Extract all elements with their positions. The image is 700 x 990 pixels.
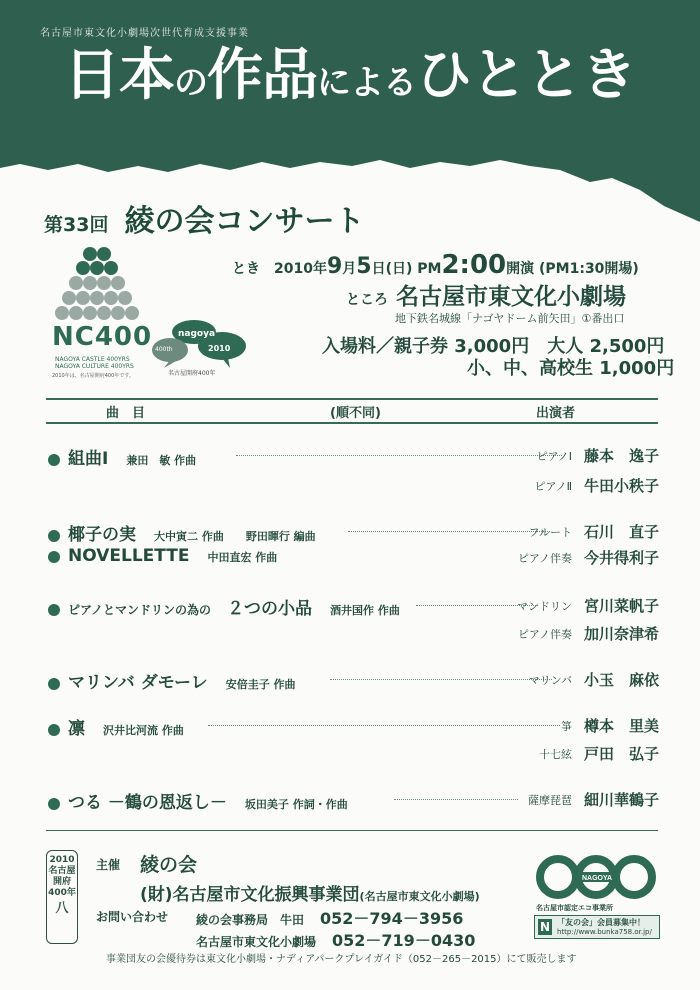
nc400-line1: NAGOYA CASTLE 400YRS (55, 356, 130, 363)
bullet-icon (48, 604, 60, 616)
performer-name: 石川 直子 (584, 523, 660, 541)
program-item (48, 594, 660, 618)
piece-composer: 酒井国作 作曲 (330, 604, 400, 617)
piece-title: 組曲Ⅰ (68, 449, 109, 469)
performer-instrument: マンドリン (517, 600, 572, 613)
fee-line-2: 小、中、高校生 1,000円 (467, 358, 675, 379)
program-item (48, 546, 660, 570)
date-mid: 月 (342, 261, 357, 277)
title-part: ひととき (416, 43, 636, 108)
stamp-line: 2010 (49, 855, 75, 865)
contact-2 (196, 928, 475, 951)
col-title: 曲 目 (106, 406, 146, 421)
performer-name: 加川奈津希 (584, 625, 660, 643)
event-venue (346, 278, 626, 311)
venue-name: 名古屋市東文化小劇場 (396, 284, 626, 310)
tomo-icon: N (539, 920, 551, 934)
bullet-icon (48, 530, 60, 542)
bullet-icon (48, 551, 60, 563)
nc400-text: NC400 (52, 322, 153, 352)
performer-name: 戸田 弘子 (584, 745, 660, 763)
tokoro-label: ところ (346, 292, 388, 308)
bullet-icon (48, 798, 60, 810)
contact-2-tel: 052－719－0430 (332, 931, 476, 950)
performer-instrument: ピアノⅡ (534, 480, 572, 493)
tomo-url[interactable]: http://www.bunka758.or.jp/ (557, 928, 652, 936)
performer-instrument: ピアノ伴奏 (517, 552, 572, 565)
nc400-line2: NAGOYA CULTURE 400YRS (55, 363, 134, 370)
fee-line-1: 入場料／親子券 3,000円 大人 2,500円 (322, 336, 665, 357)
leader-dots (394, 799, 518, 800)
eco-label: NAGOYA (581, 875, 613, 882)
contact-1 (196, 906, 463, 929)
piece-composer: 中田直宏 作曲 (207, 551, 278, 564)
stamp-line: 開府 (52, 877, 71, 887)
program-item (48, 714, 660, 738)
performer-name: 今井得利子 (584, 549, 660, 567)
performer-instrument: ピアノ伴奏 (517, 628, 572, 641)
contact-2-name: 名古屋市東文化小劇場 (196, 935, 317, 949)
col-note: (順不同) (330, 406, 381, 421)
bullet-icon (48, 678, 60, 690)
performer-name: 小玉 麻依 (584, 671, 660, 689)
concert-number: 第33回 (44, 214, 109, 236)
performer-row (48, 474, 660, 498)
leader-dots (330, 679, 552, 680)
program-item (48, 444, 660, 468)
performer-name: 細川華鶴子 (584, 791, 660, 809)
bubble-caption: 名古屋開府400年 (168, 370, 216, 377)
performer-name: 藤本 逸子 (584, 447, 660, 465)
main-title (0, 43, 700, 108)
sponsor-label: 主催 (96, 858, 121, 872)
event-time: 2:00 (441, 250, 507, 280)
title-part: 作品 (207, 43, 317, 108)
piece-composer: 兼田 敏 作曲 (126, 454, 197, 467)
contact-1-tel: 052－794－3956 (320, 909, 464, 928)
bubble-2010: 2010 (208, 344, 231, 353)
piece-composer: 大中寅二 作曲 野田暉行 編曲 (154, 530, 316, 543)
sponsor-2 (140, 880, 480, 905)
nc400-note: 2010年は、名古屋開府400年です。 (52, 373, 134, 379)
title-part: 日本 (64, 43, 174, 108)
piece-title: 凛 (68, 719, 85, 739)
event-date (232, 250, 639, 280)
stamp-line: 400年 (48, 888, 76, 898)
leader-dots (208, 725, 560, 726)
performer-instrument: フルート (528, 526, 572, 539)
time-rest: 開演 (PM1:30開場) (506, 261, 639, 277)
contact-label: お問い合わせ (96, 910, 169, 924)
date-day: 5 (356, 254, 372, 279)
piece-title: つる －鶴の恩返し－ (68, 793, 227, 813)
nagoya-400-logo-icon (150, 318, 250, 370)
performer-row (48, 622, 660, 646)
performer-name: 樽本 里美 (584, 717, 660, 735)
leader-dots (236, 455, 562, 456)
bullet-icon (48, 724, 60, 736)
400th-stamp (46, 850, 78, 944)
bubble-nagoya: nagoya (178, 329, 216, 339)
tomo-title: 「友の会」会員募集中！ (557, 918, 645, 927)
performer-instrument: 薩摩琵琶 (528, 794, 572, 807)
col-performer: 出演者 (536, 406, 576, 421)
program-item (48, 520, 660, 544)
program-header (46, 398, 658, 424)
piece-composer: 安倍圭子 作曲 (225, 678, 296, 691)
contact-1-name: 綾の会事務局 牛田 (196, 913, 305, 927)
footer-divider (46, 830, 658, 831)
date-month: 9 (326, 254, 343, 279)
header-subtitle: 名古屋市東文化小劇場次世代育成支援事業 (40, 28, 249, 39)
stamp-line: 名古屋 (48, 866, 76, 876)
piece-title: ２つの小品 (227, 599, 313, 619)
sponsor-2-name: (財)名古屋市文化振興事業団 (140, 885, 360, 905)
performer-name: 宮川菜帆子 (584, 597, 660, 615)
piece-title: 椰子の実 (68, 525, 136, 545)
performer-instrument: ピアノⅠ (536, 450, 572, 463)
title-part: による (317, 63, 416, 103)
program-item (48, 788, 660, 812)
leader-dots (348, 531, 550, 532)
title-part: の (174, 63, 207, 103)
sponsor-2-note: (名古屋市東文化小劇場) (359, 890, 480, 903)
piece-title: NOVELLETTE (68, 546, 190, 566)
performer-row (48, 742, 660, 766)
performer-instrument: 箏 (561, 720, 572, 733)
program-item (48, 668, 660, 692)
performer-instrument: 十七絃 (539, 748, 572, 761)
footer-note: 事業団友の会優待券は東文化小劇場・ナディアパークプレイガイド（052－265－2015）にて販売します (106, 954, 577, 965)
concert-name: 綾の会コンサート (124, 204, 365, 239)
venue-access: 地下鉄名城線「ナゴヤドーム前矢田」①番出口 (395, 312, 625, 325)
date-rest: 日(日) PM (371, 261, 442, 277)
piece-composer: 坂田美子 作詞・作曲 (244, 798, 348, 811)
performer-instrument: マリンバ (528, 674, 572, 687)
toki-label: とき (232, 261, 260, 277)
sponsor-1: 綾の会 (140, 854, 198, 876)
nc400-logo-icon (52, 246, 142, 322)
performer-name: 牛田小秩子 (584, 477, 660, 495)
concert-title (44, 196, 364, 240)
piece-composer: 沢井比河流 作曲 (103, 724, 184, 737)
piece-title: マリンバ ダモーレ (68, 673, 208, 693)
eco-logo-icon (536, 852, 656, 902)
piece-title-prefix: ピアノとマンドリンの為の (68, 603, 212, 617)
tomo-no-kai-banner[interactable] (534, 915, 660, 939)
stamp-line: 八 (55, 901, 69, 916)
bullet-icon (48, 454, 60, 466)
eco-caption: 名古屋市認定エコ事業所 (536, 904, 613, 912)
date-year: 2010年 (274, 261, 327, 277)
bubble-400: 400th (155, 346, 173, 353)
